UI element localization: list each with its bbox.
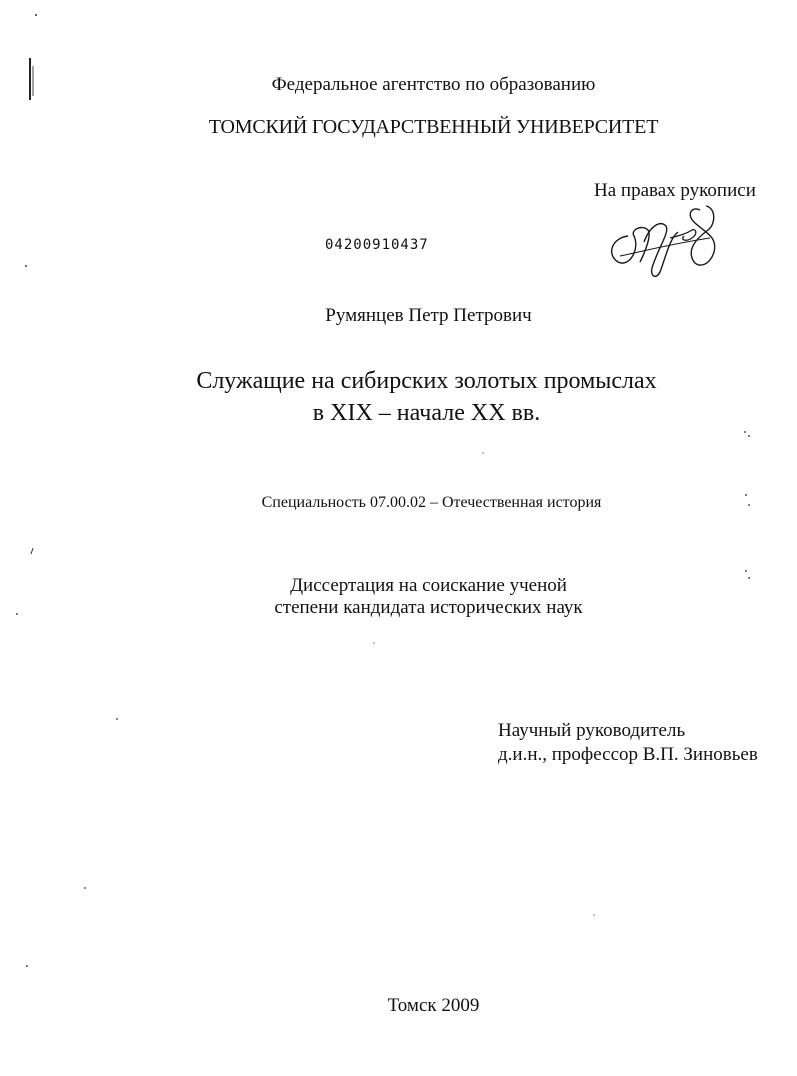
- thesis-title-line-1: Служащие на сибирских золотых промыслах: [196, 368, 657, 394]
- catalog-code: 04200910437: [325, 237, 429, 253]
- rights-note: На правах рукописи: [594, 180, 756, 201]
- advisor-name: д.и.н., профессор В.П. Зиновьев: [498, 744, 758, 765]
- author-name: Румянцев Петр Петрович: [325, 305, 532, 326]
- advisor-label: Научный руководитель: [498, 720, 686, 741]
- agency-name: Федеральное агентство по образованию: [271, 74, 596, 95]
- dissertation-line-2: степени кандидата исторических наук: [274, 597, 583, 618]
- specialty: Специальность 07.00.02 – Отечественная история: [261, 494, 602, 511]
- dissertation-line-1: Диссертация на соискание ученой: [290, 575, 567, 596]
- author-signature: [600, 196, 730, 286]
- place-year: Томск 2009: [387, 995, 480, 1016]
- thesis-title-line-2: в XIX – начале XX вв.: [312, 400, 541, 426]
- university-name: ТОМСКИЙ ГОСУДАРСТВЕННЫЙ УНИВЕРСИТЕТ: [208, 116, 659, 138]
